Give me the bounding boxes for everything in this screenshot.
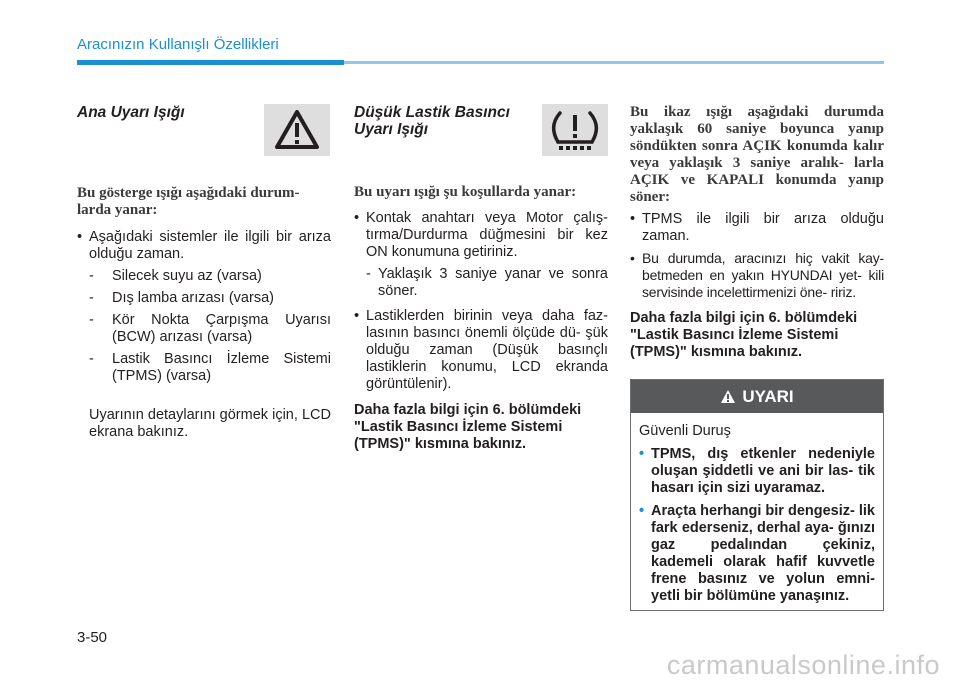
warning-bullet: • TPMS, dış etkenler nedeniyle oluşan şiddetli ve ani bir las- tik hasarı için sizi uyaramaz. [639,446,875,497]
sub-item: - Silecek suyu az (varsa) [89,268,262,284]
bullet-item: • Bu durumda, aracınızı hiç vakit kay- betmeden en yakın HYUNDAI yet- kili servisinde incelettirmenizi öne- ririz. [630,250,884,301]
column-tire-pressure [354,104,608,453]
column-tpms-info [630,104,884,361]
watermark: carmanualsonline.info [666,650,940,680]
section-title-tire-pressure-1: Düşük Lastik Basıncı [354,104,510,121]
sub-item: - Dış lamba arızası (varsa) [89,290,274,306]
warning-subtitle: Güvenli Duruş [639,423,731,439]
header-section-title: Aracınızın Kullanışlı Özellikleri [77,36,279,53]
sub-item: - Lastik Basıncı İzleme Sistemi (TPMS) (varsa) [89,351,331,384]
warning-box [630,379,884,611]
header-rule-dark [77,60,344,65]
warning-header-label: UYARI [742,386,794,406]
section-title-master-warning: Ana Uyarı Işığı [77,104,185,121]
reference-text: Daha fazla bilgi için 6. bölümdeki "Lastik Basıncı İzleme Sistemi (TPMS)" kısmına bakınız. [354,402,582,452]
note-text: Uyarının detaylarını görmek için, LCD ekrana bakınız. [89,407,331,440]
bullet-item: • Lastiklerden birinin veya daha faz- lasının basıncı önemli ölçüde dü- şük olduğu zaman (Düşük basınçlı lastiklerin konumu, LCD ekranda görüntülenir). [354,308,608,393]
warning-triangle-icon [720,389,736,404]
lead-text: Bu uyarı ışığı şu koşullarda yanar: [354,184,577,200]
warning-header [631,380,883,413]
warning-bullet: • Araçta herhangi bir dengesiz- lik fark ederseniz, derhal aya- ğınızı gaz pedalından çekiniz, kademeli olarak hafif kuvvetle frene basınız ve yolun emni- yetli bir bölümüne yanaşınız. [639,503,875,605]
lead-text: Bu gösterge ışığı aşağıdaki durum- larda yanar: [77,185,300,218]
bullet-item: • Aşağıdaki sistemler ile ilgili bir arıza olduğu zaman. [77,229,331,263]
lead-text: Bu ikaz ışığı aşağıdaki durumda yaklaşık 60 saniye boyunca yanıp söndükten sonra AÇIK konumda kalır veya yaklaşık 3 saniye aralık- larla AÇIK ve KAPALI konumda yanıp söner: [630,104,884,205]
reference-text: Daha fazla bilgi için 6. bölümdeki "Lastik Basıncı İzleme Sistemi (TPMS)" kısmına bakınız. [630,310,858,360]
page-number: 3-50 [77,629,108,646]
column-master-warning [77,104,331,441]
sub-item: - Kör Nokta Çarpışma Uyarısı (BCW) arızası (varsa) [89,312,331,345]
bullet-item: • Kontak anahtarı veya Motor çalış- tırma/Durdurma düğmesini bir kez ON konumuna getiriniz. [354,210,608,261]
section-title-tire-pressure-2: Uyarı Işığı [354,121,429,138]
sub-item: - Yaklaşık 3 saniye yanar ve sonra söner. [366,266,608,299]
header-rule-light [344,61,884,64]
bullet-item: • TPMS ile ilgili bir arıza olduğu zaman. [630,211,884,245]
